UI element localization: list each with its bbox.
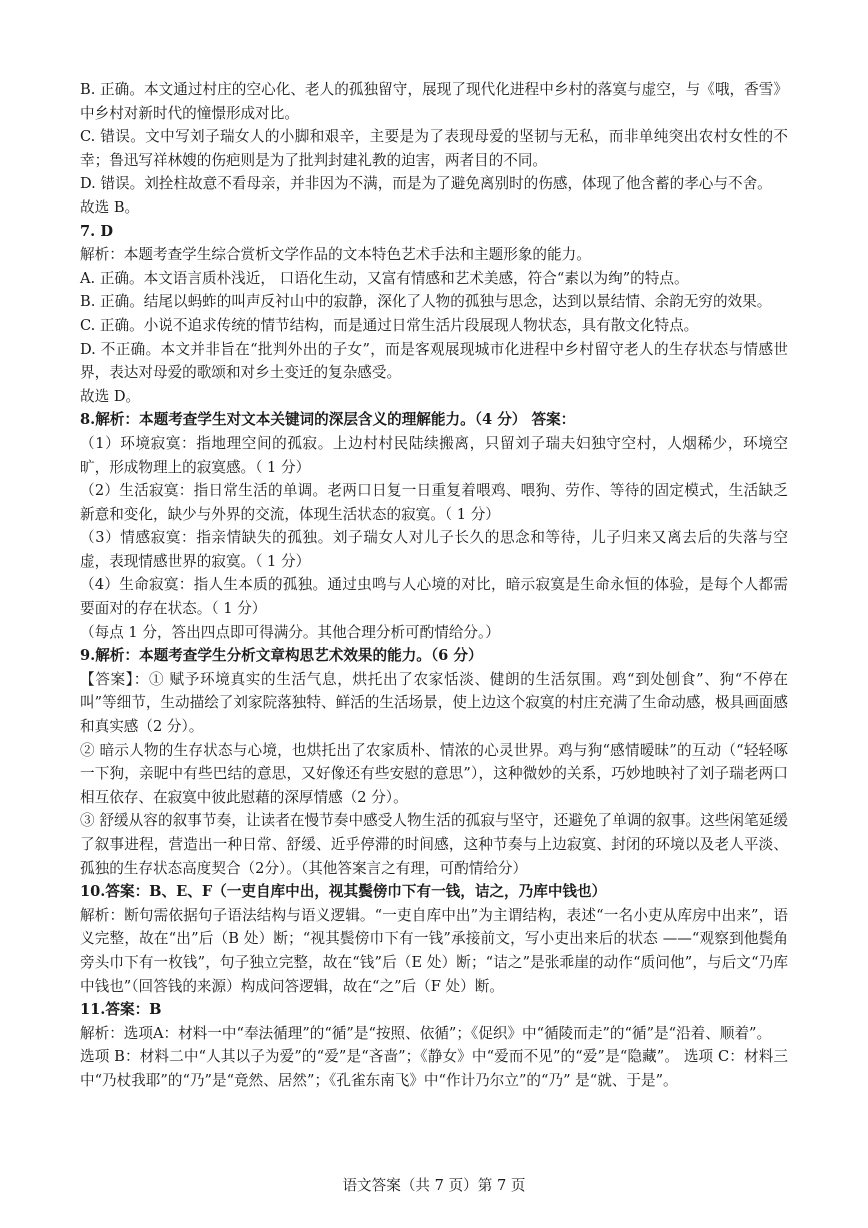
question-9-heading: 9.解析：本题考查学生分析文章构思艺术效果的能力。（6 分） [80,647,483,665]
q7-option-b: B. 正确。结尾以蚂蚱的叫声反衬山中的寂静，深化了人物的孤独与思念，达到以景结情、余韵无穷的效果。 [80,293,772,311]
page-footer: 语文答案（共 7 页）第 7 页 [342,1177,526,1194]
q7-option-c: C. 正确。小说不追求传统的情节结构，而是通过日常生活片段展现人物状态，具有散文化特点。 [80,316,699,334]
q7-option-a: A. 正确。本文语言质朴浅近， 口语化生动，又富有情感和艺术美感，符合“素以为绚”的特点。 [80,269,689,287]
q10-analysis: 解析：断句需依据句子语法结构与语义逻辑。“一吏自库中出”为主谓结构，表述“一名小吏从库房中出来”，语义完整，故在“出”后（B 处）断；“视其鬓傍巾下有一钱”承接前文，写小吏出来后的状态 ——“观察到他鬓角旁头巾下有一枚钱”，句子独立完整，故在“钱”后（E 处）断；“诘之”是张乖崖的动作“质问他”，与后文“乃库中钱也”（回答钱的来源）构成问答逻辑，故在“之”后（F 处）断。 [80,906,788,995]
q8-scoring-note: （每点 1 分，答出四点即可得满分。其他合理分析可酌情给分。） [80,623,500,641]
q8-point-4: （4）生命寂寞：指人生本质的孤独。通过虫鸣与人心境的对比，暗示寂寞是生命永恒的体验，是每个人都需要面对的存在状态。（ 1 分） [80,576,788,618]
q8-point-3: （3）情感寂寞：指亲情缺失的孤独。刘子瑞女人对儿子长久的思念和等待，儿子归来又离去后的失落与空虚，表现情感世界的寂寞。（ 1 分） [80,529,788,570]
q8-point-1: （1）环境寂寞：指地理空间的孤寂。上边村村民陆续搬离，只留刘子瑞夫妇独守空村，人烟稀少，环境空旷，形成物理上的寂寞感。（ 1 分） [80,434,788,476]
q9-answer-2: ② 暗示人物的生存状态与心境，也烘托出了农家质朴、情浓的心灵世界。鸡与狗“感情暧昧”的互动（“轻轻啄一下狗，亲昵中有些巴结的意思，又好像还有些安慰的意思”），这种微妙的关系，巧妙地映衬了刘子瑞老两口相互依存、在寂寞中彼此慰藉的深厚情感（2 分）。 [80,741,788,806]
option-c-paragraph: C. 错误。文中写刘子瑞女人的小脚和艰辛，主要是为了表现母爱的坚韧与无私，而非单纯突出农村女性的不幸；鲁迅写祥林嫂的伤疤则是为了批判封建礼教的迫害，两者目的不同。 [80,128,788,169]
q11-option-a: 解析：选项A：材料一中“奉法循理”的“循”是“按照、依循”；《促织》中“循陵而走”的“循”是“沿着、顺着”。 [80,1024,772,1042]
question-10-heading: 10.答案：B、E、F（一吏自库中出，视其鬓傍巾下有一钱，诘之，乃库中钱也） [80,883,607,901]
q9-answer-3: ③ 舒缓从容的叙事节奏，让读者在慢节奏中感受人物生活的孤寂与坚守，还避免了单调的叙事。这些闲笔延缓了叙事进程，营造出一种日常、舒缓、近乎停滞的时间感，这种节奏与上边寂寞、封闭的环境以及老人平淡、孤独的生存状态高度契合（2分）。（其他答案言之有理，可酌情给分） [80,812,788,877]
question-11-heading: 11.答案：B [80,1001,162,1019]
option-b-paragraph: B. 正确。本文通过村庄的空心化、老人的孤独留守，展现了现代化进程中乡村的落寞与虚空，与《哦，香雪》中乡村对新时代的憧憬形成对比。 [80,81,788,122]
answer-body [80,78,788,1093]
q8-point-2: （2）生活寂寞：指日常生活的单调。老两口日复一日重复着喂鸡、喂狗、劳作、等待的固定模式，生活缺乏新意和变化，缺少与外界的交流，体现生活状态的寂寞。（ 1 分） [80,482,788,523]
conclusion-line: 故选 B。 [80,198,140,216]
q7-conclusion: 故选 D。 [80,387,141,405]
q7-analysis: 解析：本题考查学生综合赏析文学作品的文本特色艺术手法和主题形象的能力。 [80,246,591,264]
question-8-heading: 8.解析：本题考查学生对文本关键词的深层含义的理解能力。（4 分） 答案： [80,411,576,429]
q7-option-d: D. 不正确。本文并非旨在“批判外出的子女”，而是客观展现城市化进程中乡村留守老人的生存状态与情感世界，表达对母爱的歌颂和对乡土变迁的复杂感受。 [80,340,788,382]
question-7-heading: 7. D [80,222,113,240]
q11-option-b-c: 选项 B：材料二中“人其以子为爱”的“爱”是“吝啬”；《静女》中“爱而不见”的“爱”是“隐藏”。 选项 C：材料三中“乃杖我耶”的“乃”是“竟然、居然”；《孔雀东南飞》中“作计乃尔立”的“乃” 是“就、于是”。 [80,1048,788,1089]
option-d-paragraph: D. 错误。刘拴柱故意不看母亲，并非因为不满，而是为了避免离别时的伤感，体现了他含蓄的孝心与不舍。 [80,175,772,193]
q9-answer-1: 【答案】：① 赋予环境真实的生活气息，烘托出了农家恬淡、健朗的生活氛围。鸡“到处刨食”、狗“不停在叫”等细节，生动描绘了刘家院落独特、鲜活的生活场景，使上边这个寂寞的村庄充满了生命动感，极具画面感和真实感（2 分）。 [80,670,788,736]
